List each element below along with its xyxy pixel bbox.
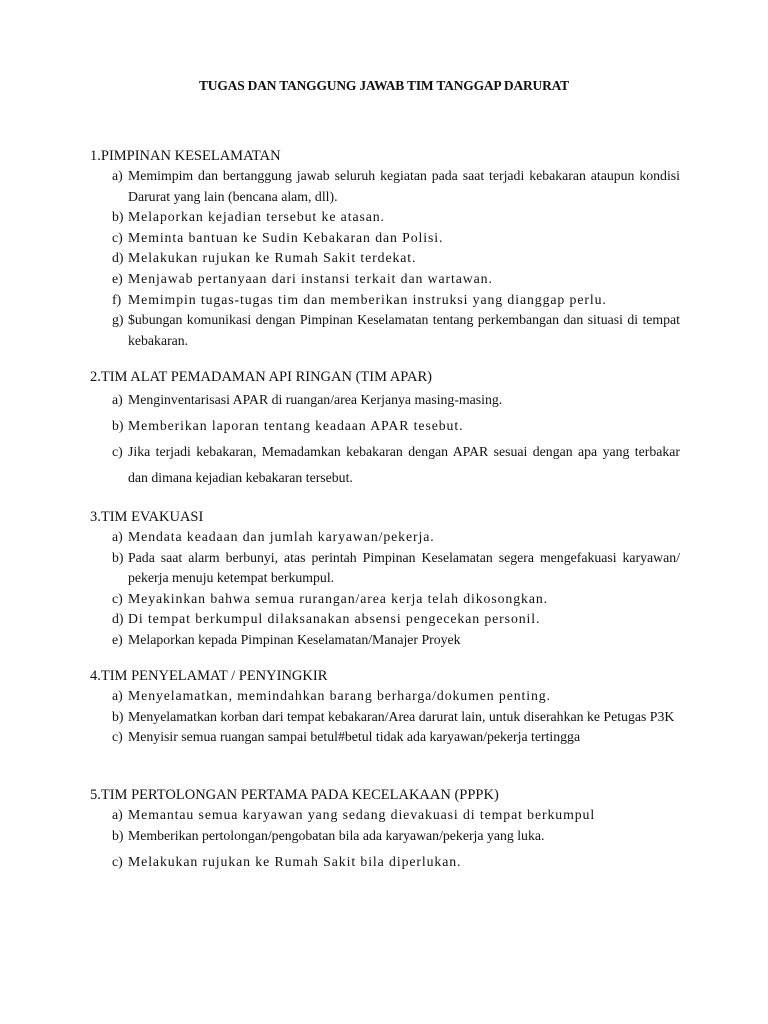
item-list [90, 805, 680, 873]
list-item [90, 387, 680, 413]
section-heading: 5.TIM PERTOLONGAN PERTAMA PADA KECELAKAAN (PPPK) [90, 787, 499, 803]
item-text: Menyelamatkan korban dari tempat kebakaran/Area darurat lain, untuk diserahkan ke Petugas P3K [128, 708, 675, 724]
list-item [90, 310, 680, 351]
item-text: Menyelamatkan, memindahkan barang berharga/dokumen penting. [128, 688, 551, 703]
item-marker: e) [112, 270, 123, 286]
item-text: Jika terjadi kebakaran, Memadamkan kebakaran dengan APAR sesuai dengan apa yang terbakar dan dimana kejadian kebakaran tersebut. [128, 444, 680, 485]
item-text: Melaporkan kejadian tersebut ke atasan. [128, 209, 385, 225]
section-tim-apar [90, 367, 680, 491]
section-tim-pppk [90, 785, 680, 873]
section-pimpinan-keselamatan [90, 146, 680, 351]
item-marker: d) [112, 250, 124, 266]
list-item [90, 413, 680, 439]
list-item [90, 248, 680, 269]
item-marker: a) [112, 168, 123, 183]
list-item [90, 852, 680, 873]
list-item [90, 269, 680, 290]
item-text: Memberikan pertolongan/pengobatan bila ada karyawan/pekerja yang luka. [128, 827, 545, 843]
item-list [90, 527, 680, 651]
list-item [90, 727, 680, 748]
section-heading: 2.TIM ALAT PEMADAMAN API RINGAN (TIM APAR) [90, 369, 432, 385]
item-text: Meminta bantuan ke Sudin Kebakaran dan Polisi. [128, 229, 444, 245]
item-text: Memberikan laporan tentang keadaan APAR tesebut. [128, 418, 464, 433]
item-text: Pada saat alarm berbunyi, atas perintah Pimpinan Keselamatan segera mengefakuasi karyawan/ pekerja menuju ketempat berkumpul. [128, 549, 680, 586]
list-item [90, 207, 680, 228]
list-item [90, 290, 680, 311]
item-marker: g) [112, 312, 124, 328]
item-marker: c) [112, 854, 123, 870]
item-marker: f) [112, 291, 122, 307]
item-marker: a) [112, 529, 123, 544]
list-item [90, 805, 680, 826]
item-marker: a) [112, 688, 123, 703]
item-marker: a) [112, 392, 123, 407]
item-marker: b) [112, 827, 124, 843]
section-heading: 1.PIMPINAN KESELAMATAN [90, 148, 281, 164]
item-text: Mendata keadaan dan jumlah karyawan/pekerja. [128, 529, 435, 544]
item-text: Menyisir semua ruangan sampai betul#betul tidak ada karyawan/pekerja tertingga [128, 729, 581, 745]
list-item [90, 686, 680, 707]
item-text: Melaporkan kepada Pimpinan Keselamatan/Manajer Proyek [128, 631, 461, 647]
list-item [90, 527, 680, 548]
item-marker: c) [112, 590, 123, 606]
document-title: TUGAS DAN TANGGUNG JAWAB TIM TANGGAP DARURAT [199, 78, 569, 93]
item-marker: c) [112, 444, 123, 459]
list-item [90, 609, 680, 630]
section-tim-penyelamat [90, 666, 680, 748]
item-marker: b) [112, 549, 124, 565]
item-text: Melakukan rujukan ke Rumah Sakit terdekat. [128, 250, 417, 266]
item-text: Memimpim dan bertanggung jawab seluruh kegiatan pada saat terjadi kebakaran ataupun kondisi Darurat yang lain (bencana alam, dll). [128, 168, 680, 204]
item-marker: b) [112, 209, 124, 225]
section-tim-evakuasi [90, 507, 680, 651]
item-list [90, 686, 680, 748]
item-text: Meyakinkan bahwa semua rurangan/area kerja telah dikosongkan. [128, 590, 548, 606]
item-marker: c) [112, 729, 123, 745]
item-text: Memimpin tugas-tugas tim dan memberikan instruksi yang dianggap perlu. [128, 291, 607, 307]
list-item [90, 548, 680, 589]
list-item [90, 228, 680, 249]
section-heading: 3.TIM EVAKUASI [90, 509, 204, 525]
item-marker: e) [112, 631, 123, 647]
item-text: $ubungan komunikasi dengan Pimpinan Keselamatan tentang perkembangan dan situasi di tempat kebakaran. [128, 312, 680, 348]
item-marker: b) [112, 418, 124, 433]
item-list [90, 387, 680, 491]
list-item [90, 166, 680, 207]
list-item [90, 826, 680, 847]
item-marker: b) [112, 708, 124, 724]
list-item [90, 439, 680, 491]
list-item [90, 589, 680, 610]
item-text: Menjawab pertanyaan dari instansi terkait dan wartawan. [128, 270, 493, 286]
list-item [90, 707, 680, 728]
item-marker: a) [112, 807, 123, 822]
section-heading: 4.TIM PENYELAMAT / PENYINGKIR [90, 668, 328, 684]
item-text: Melakukan rujukan ke Rumah Sakit bila diperlukan. [128, 854, 462, 870]
item-list [90, 166, 680, 351]
item-text: Di tempat berkumpul dilaksanakan absensi pengecekan personil. [128, 611, 541, 627]
item-text: Menginventarisasi APAR di ruangan/area Kerjanya masing-masing. [128, 392, 503, 407]
item-marker: c) [112, 229, 123, 245]
item-text: Memantau semua karyawan yang sedang dievakuasi di tempat berkumpul [128, 807, 596, 822]
item-marker: d) [112, 611, 124, 627]
list-item [90, 630, 680, 651]
